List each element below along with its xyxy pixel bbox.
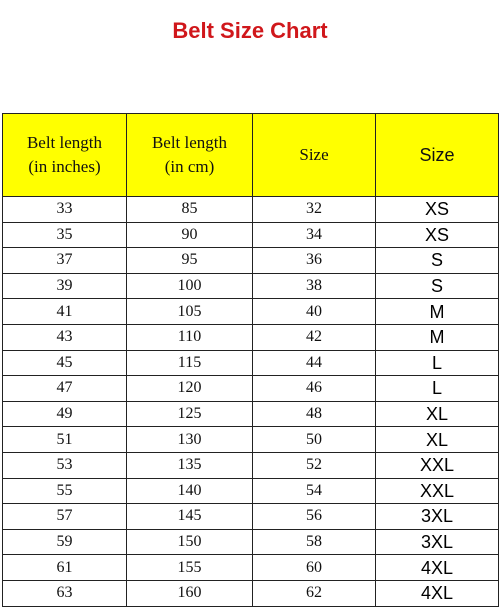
- cell-size-number: 34: [253, 222, 376, 248]
- cell-size-letter: XXL: [376, 452, 499, 478]
- cell-length-cm: 85: [127, 197, 253, 223]
- header-length-cm-line1: Belt length: [151, 133, 228, 152]
- cell-length-inches: 39: [3, 273, 127, 299]
- table-row: [3, 427, 499, 453]
- cell-length-inches: 45: [3, 350, 127, 376]
- chart-title: Belt Size Chart: [172, 18, 328, 43]
- header-length-cm-line2: (in cm): [164, 157, 215, 176]
- cell-size-number: 60: [253, 555, 376, 581]
- cell-length-inches: 63: [3, 580, 127, 606]
- cell-size-number: 46: [253, 376, 376, 402]
- cell-size-letter: XS: [376, 197, 499, 223]
- table-row: [3, 478, 499, 504]
- cell-length-cm: 145: [127, 504, 253, 530]
- cell-length-inches: 41: [3, 299, 127, 325]
- header-length-cm: [127, 114, 253, 197]
- table-row: [3, 350, 499, 376]
- cell-size-number: 62: [253, 580, 376, 606]
- cell-length-cm: 125: [127, 401, 253, 427]
- header-size-letter: [376, 114, 499, 197]
- cell-length-inches: 51: [3, 427, 127, 453]
- cell-length-inches: 53: [3, 452, 127, 478]
- cell-size-number: 48: [253, 401, 376, 427]
- cell-length-cm: 140: [127, 478, 253, 504]
- cell-length-cm: 130: [127, 427, 253, 453]
- table-row: [3, 529, 499, 555]
- header-size-number-label: Size: [299, 145, 329, 164]
- cell-length-cm: 135: [127, 452, 253, 478]
- cell-length-inches: 35: [3, 222, 127, 248]
- table-row: [3, 555, 499, 581]
- cell-size-letter: L: [376, 376, 499, 402]
- cell-size-letter: M: [376, 299, 499, 325]
- header-size-number: [253, 114, 376, 197]
- table-row: [3, 324, 499, 350]
- cell-length-inches: 43: [3, 324, 127, 350]
- cell-length-cm: 90: [127, 222, 253, 248]
- header-length-inches-line2: (in inches): [28, 157, 101, 176]
- cell-length-inches: 37: [3, 248, 127, 274]
- cell-length-cm: 155: [127, 555, 253, 581]
- cell-size-letter: S: [376, 248, 499, 274]
- cell-size-letter: 4XL: [376, 580, 499, 606]
- cell-size-number: 50: [253, 427, 376, 453]
- table-row: [3, 376, 499, 402]
- cell-size-number: 54: [253, 478, 376, 504]
- header-row: [3, 114, 499, 197]
- cell-size-letter: XL: [376, 401, 499, 427]
- cell-size-letter: L: [376, 350, 499, 376]
- cell-size-letter: 3XL: [376, 504, 499, 530]
- header-length-inches: [3, 114, 127, 197]
- cell-size-number: 38: [253, 273, 376, 299]
- header-size-letter-label: Size: [419, 145, 455, 165]
- cell-length-cm: 120: [127, 376, 253, 402]
- cell-size-letter: 4XL: [376, 555, 499, 581]
- cell-length-inches: 47: [3, 376, 127, 402]
- table-row: [3, 299, 499, 325]
- table-row: [3, 452, 499, 478]
- cell-size-number: 42: [253, 324, 376, 350]
- table-row: [3, 580, 499, 606]
- cell-size-letter: XXL: [376, 478, 499, 504]
- cell-size-number: 36: [253, 248, 376, 274]
- cell-length-cm: 105: [127, 299, 253, 325]
- cell-size-letter: 3XL: [376, 529, 499, 555]
- cell-length-inches: 57: [3, 504, 127, 530]
- cell-length-inches: 59: [3, 529, 127, 555]
- cell-size-number: 58: [253, 529, 376, 555]
- cell-length-cm: 160: [127, 580, 253, 606]
- table-row: [3, 197, 499, 223]
- table-body: [3, 197, 499, 607]
- cell-length-inches: 33: [3, 197, 127, 223]
- cell-size-number: 32: [253, 197, 376, 223]
- table-row: [3, 504, 499, 530]
- cell-length-cm: 100: [127, 273, 253, 299]
- header-length-inches-line1: Belt length: [26, 133, 103, 152]
- table-row: [3, 273, 499, 299]
- cell-size-number: 56: [253, 504, 376, 530]
- cell-size-letter: S: [376, 273, 499, 299]
- cell-length-inches: 49: [3, 401, 127, 427]
- cell-length-inches: 61: [3, 555, 127, 581]
- belt-size-table: [2, 113, 499, 607]
- cell-length-inches: 55: [3, 478, 127, 504]
- cell-size-number: 52: [253, 452, 376, 478]
- cell-size-letter: XS: [376, 222, 499, 248]
- cell-length-cm: 115: [127, 350, 253, 376]
- cell-size-letter: XL: [376, 427, 499, 453]
- cell-length-cm: 110: [127, 324, 253, 350]
- table-row: [3, 248, 499, 274]
- cell-size-number: 44: [253, 350, 376, 376]
- cell-length-cm: 95: [127, 248, 253, 274]
- cell-size-number: 40: [253, 299, 376, 325]
- table-row: [3, 222, 499, 248]
- cell-size-letter: M: [376, 324, 499, 350]
- cell-length-cm: 150: [127, 529, 253, 555]
- table-row: [3, 401, 499, 427]
